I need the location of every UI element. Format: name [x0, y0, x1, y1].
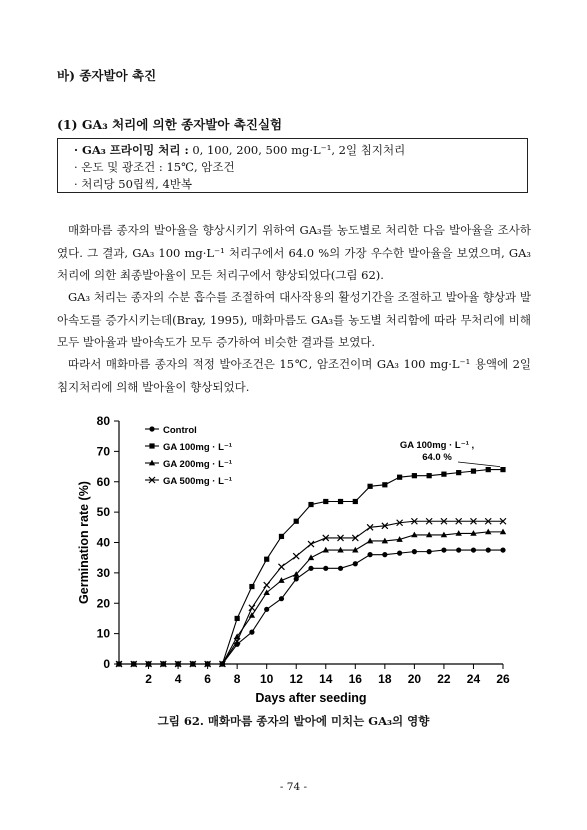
data-point: [486, 547, 491, 552]
x-tick-label: 8: [233, 672, 241, 686]
body-paragraph-2: GA₃ 처리는 종자의 수분 흡수를 조절하여 대사작용의 활성기간을 조절하고 발아율 향상과 발아속도를 증가시키는데(Bray, 1995), 매화마름도 GA₃를 농도별 처리함에 따라 무처리에 비해 모두 발아율과 발아속도가 모두 증가하여 비슷한 결과를 보였다.: [57, 290, 531, 349]
data-point: [367, 484, 372, 489]
data-point: [235, 616, 240, 621]
data-point: [249, 584, 254, 589]
annotation-pointer: [458, 462, 500, 467]
data-point: [382, 482, 387, 487]
data-point: [441, 547, 446, 552]
data-point: [456, 547, 461, 552]
data-point: [353, 499, 358, 504]
data-point: [279, 596, 284, 601]
x-tick-label: 6: [204, 672, 211, 686]
data-point: [367, 552, 372, 557]
data-point: [382, 552, 387, 557]
section-title: 바) 종자발아 촉진: [57, 68, 157, 83]
y-tick-label: 60: [96, 474, 110, 489]
body-paragraph-1: 매화마름 종자의 발아율을 향상시키기 위하여 GA₃를 농도별로 처리한 다음 발아율을 조사하였다. 그 결과, GA₃ 100 mg·L⁻¹ 처리구에서 64.0 %의 가장 우수한 발아율을 보였으며, GA₃ 처리에 의한 최종발아율이 모든 처리구에서 향상되었다(그림 62).: [57, 223, 531, 282]
data-point: [353, 561, 358, 566]
legend-label: GA 200mg · L⁻¹: [163, 459, 233, 470]
x-tick-label: 10: [260, 672, 274, 686]
data-point: [471, 469, 476, 474]
data-point: [308, 541, 314, 547]
condition-line-2: · 온도 및 광조건 : 15℃, 암조건: [74, 160, 235, 174]
y-tick-label: 20: [96, 596, 110, 611]
data-point: [412, 473, 417, 478]
data-point: [412, 549, 417, 554]
y-tick-label: 50: [96, 505, 110, 520]
data-point: [456, 470, 461, 475]
data-point: [308, 554, 314, 560]
x-tick-label: 4: [174, 672, 182, 686]
data-point: [294, 576, 299, 581]
data-point: [308, 502, 313, 507]
data-point: [249, 630, 254, 635]
data-point: [279, 534, 284, 539]
annotation-line-2: 64.0 %: [422, 452, 452, 463]
data-point: [293, 553, 299, 559]
y-tick-label: 70: [96, 444, 110, 459]
y-tick-label: 30: [96, 565, 110, 580]
condition-rest: 0, 100, 200, 500 mg·L⁻¹, 2일 침지처리: [188, 143, 406, 157]
legend-marker: [149, 426, 154, 431]
x-tick-label: 12: [289, 672, 303, 686]
data-point: [500, 467, 505, 472]
data-point: [308, 566, 313, 571]
x-tick-label: 16: [348, 672, 362, 686]
condition-line-3: · 처리당 50립씩, 4반복: [74, 177, 192, 191]
page-number: - 74 -: [279, 781, 308, 793]
x-tick-label: 2: [145, 672, 152, 686]
series-line-3: [119, 521, 503, 664]
subsection-title: (1) GA₃ 처리에 의한 종자발아 촉진실험: [57, 117, 283, 132]
body-paragraph-3: 따라서 매화마름 종자의 적정 발아조건은 15℃, 암조건이며 GA₃ 100 mg·L⁻¹ 용액에 2일 침지처리에 의해 발아율이 향상되었다.: [57, 357, 531, 394]
data-point: [397, 475, 402, 480]
data-point: [397, 551, 402, 556]
annotation-line-1: GA 100mg · L⁻¹ ,: [399, 440, 475, 451]
x-tick-label: 22: [437, 672, 451, 686]
data-point: [338, 566, 343, 571]
germination-chart: [70, 405, 525, 710]
figure-caption: 그림 62. 매화마름 종자의 발아에 미치는 GA₃의 영향: [157, 714, 430, 728]
x-tick-label: 24: [466, 672, 481, 686]
data-point: [338, 499, 343, 504]
conditions-box: [57, 138, 528, 193]
legend-label: GA 500mg · L⁻¹: [163, 476, 233, 487]
data-point: [264, 557, 269, 562]
chart-svg: [70, 405, 525, 710]
y-tick-label: 40: [96, 535, 110, 550]
legend-label: Control: [163, 425, 197, 436]
legend-label: GA 100mg · L⁻¹: [163, 442, 233, 453]
data-point: [294, 519, 299, 524]
data-point: [471, 547, 476, 552]
legend-marker: [149, 443, 154, 448]
x-tick-label: 14: [319, 672, 333, 686]
data-point: [427, 549, 432, 554]
y-axis-label: Germination rate (%): [77, 481, 91, 604]
data-point: [427, 473, 432, 478]
data-point: [323, 566, 328, 571]
data-point: [323, 499, 328, 504]
y-tick-label: 80: [96, 414, 110, 428]
y-tick-label: 0: [103, 657, 110, 671]
x-tick-label: 26: [496, 672, 510, 686]
data-point: [486, 467, 491, 472]
data-point: [264, 582, 270, 588]
data-point: [278, 564, 284, 570]
x-tick-label: 18: [378, 672, 392, 686]
data-point: [264, 607, 269, 612]
data-point: [441, 472, 446, 477]
data-point: [500, 547, 505, 552]
condition-line-1: [74, 142, 527, 159]
data-point: [249, 605, 255, 611]
x-axis-label: Days after seeding: [255, 691, 367, 705]
y-tick-label: 10: [96, 626, 110, 641]
condition-lead: · GA₃ 프라이밍 처리 :: [74, 143, 189, 157]
x-tick-label: 20: [407, 672, 422, 686]
